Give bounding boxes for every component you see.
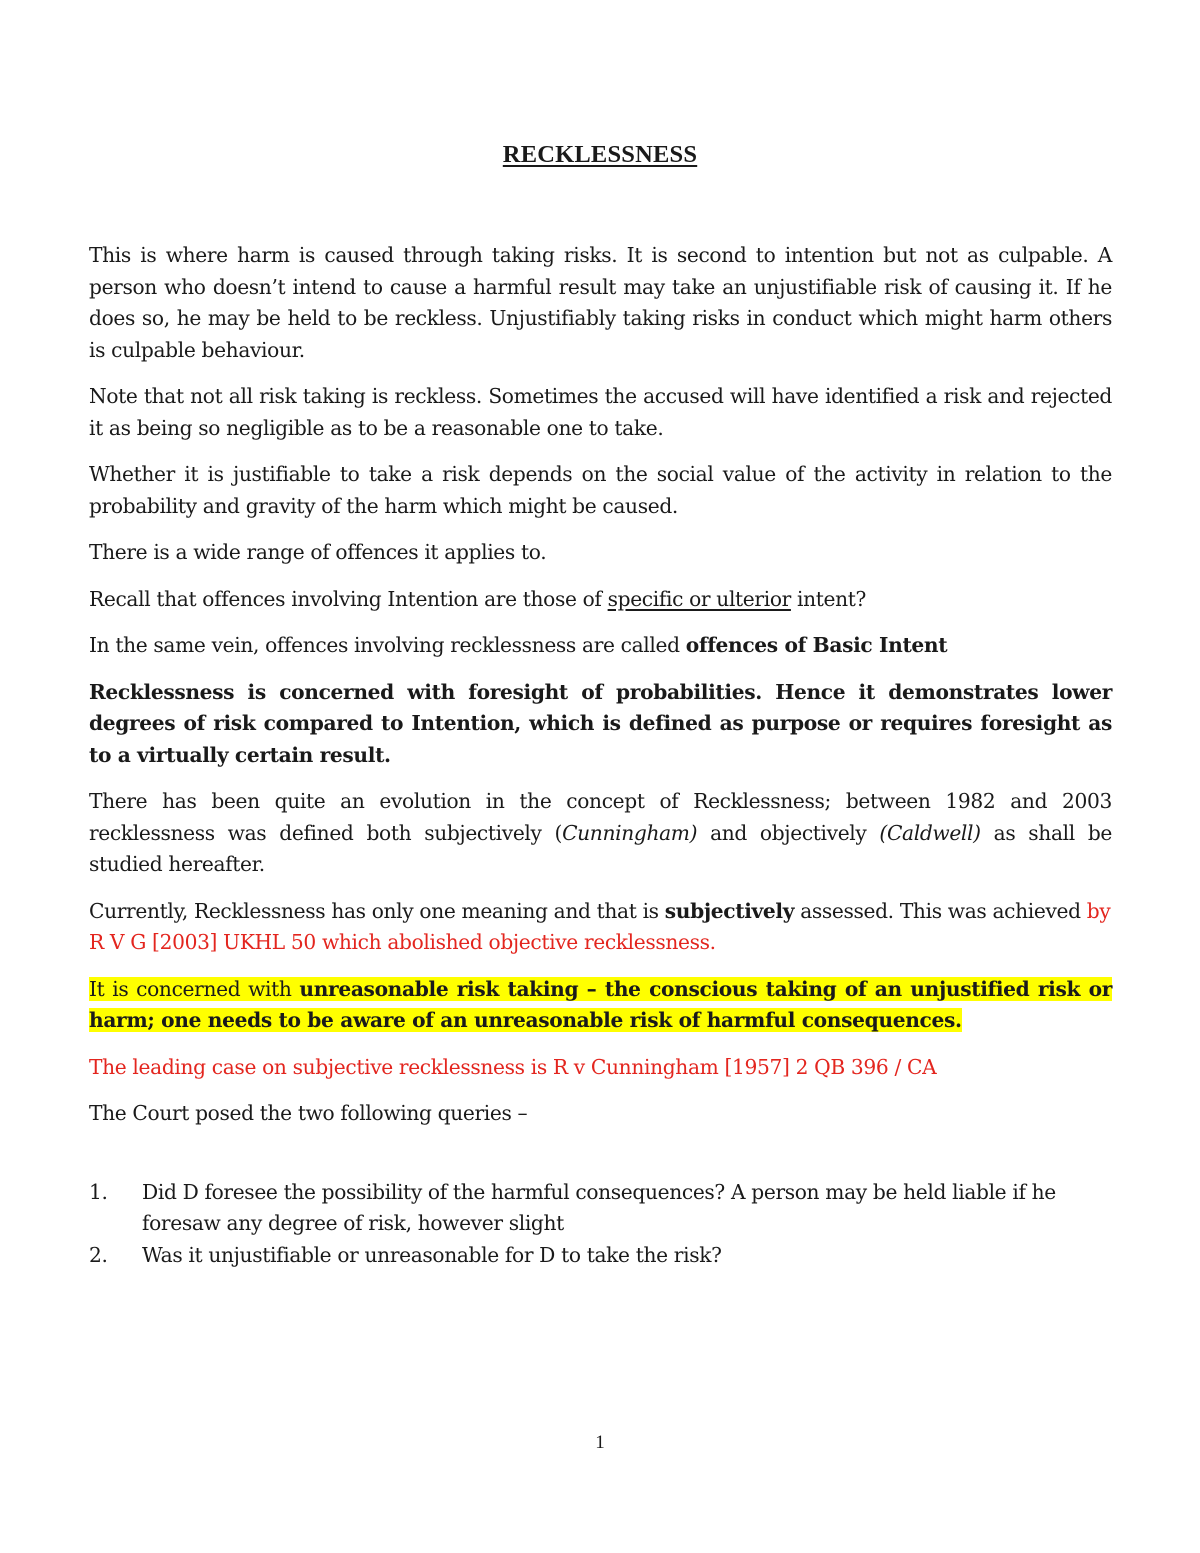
paragraph-foresight: [89, 677, 1112, 772]
paragraph-risk-taking: Note that not all risk taking is reckless. Sometimes the accused will have identified a risk and rejected it as being so negligible as to be a reasonable one to take.: [89, 384, 1112, 440]
paragraph-highlighted: [89, 974, 1112, 1037]
paragraph-intention-recall: [89, 584, 1112, 616]
text-run: It is concerned with: [89, 976, 300, 1001]
bold-text: subjectively: [664, 898, 795, 923]
paragraph-basic-intent: [89, 630, 1112, 662]
page-number: 1: [595, 1432, 605, 1453]
highlighted-text: [89, 977, 1112, 1033]
document-body: [89, 240, 1112, 1271]
numbered-list: [89, 1177, 1112, 1272]
paragraph-current-meaning: [89, 896, 1112, 959]
text-run: Currently, Recklessness has only one meaning and that is: [89, 898, 665, 923]
paragraph-justifiable-risk: Whether it is justifiable to take a risk depends on the social value of the activity in relation to the probability and gravity of the harm which might be caused.: [89, 462, 1112, 518]
underlined-text: specific or ulterior: [607, 586, 791, 611]
paragraph-leading-case: The leading case on subjective recklessness is R v Cunningham [1957] 2 QB 396 / CA: [89, 1054, 937, 1079]
paragraph-court-queries: The Court posed the two following queries –: [89, 1101, 528, 1125]
document-title: RECKLESSNESS: [502, 141, 698, 168]
list-item-text: Was it unjustifiable or unreasonable for D to take the risk?: [142, 1242, 722, 1267]
text-run: intent?: [790, 586, 866, 611]
bold-text: offences of Basic Intent: [685, 633, 948, 657]
list-item: [89, 1177, 1112, 1240]
red-case-citation: by R V G [2003] UKHL 50 which abolished objective recklessness.: [89, 898, 1111, 954]
paragraph-definition: This is where harm is caused through taking risks. It is second to intention but not as culpable. A person who doesn’t intend to cause a harmful result may take an unjustifiable risk of causing it. If he does so, he may be held to be reckless. Unjustifiably taking risks in conduct which might harm others is culpable behaviour.: [89, 243, 1112, 362]
paragraph-evolution: [89, 786, 1112, 881]
paragraph-range-of-offences: There is a wide range of offences it applies to.: [89, 540, 547, 564]
bold-text: unreasonable risk taking – the conscious taking of an unjustified risk or harm; one needs to be aware of an unreasonable risk of harmful consequences.: [89, 976, 1112, 1032]
list-item-number: 2.: [89, 1242, 108, 1267]
text-run: assessed. This was achieved: [794, 898, 1087, 923]
text-run: and objectively: [697, 820, 880, 845]
case-name-caldwell: (Caldwell): [879, 820, 981, 845]
list-item: [89, 1240, 1112, 1272]
bold-text: Recklessness is concerned with foresight of probabilities. Hence it demonstrates lower degrees of risk compared to Intention, which is defined as purpose or requires foresight as to a virtually certain result.: [89, 679, 1112, 767]
text-run: Recall that offences involving Intention are those of: [89, 586, 608, 611]
list-item-text: Did D foresee the possibility of the harmful consequences? A person may be held liable if he foresaw any degree of risk, however slight: [142, 1179, 1056, 1235]
text-run: as shall be studied hereafter.: [89, 820, 1112, 876]
text-run: In the same vein, offences involving recklessness are called: [89, 633, 686, 657]
text-run: There has been quite an evolution in the concept of Recklessness; between 1982 and 2003 recklessness was defined both subjectively (: [89, 789, 1112, 845]
case-name-cunningham: Cunningham): [562, 820, 698, 845]
list-item-number: 1.: [89, 1179, 108, 1204]
